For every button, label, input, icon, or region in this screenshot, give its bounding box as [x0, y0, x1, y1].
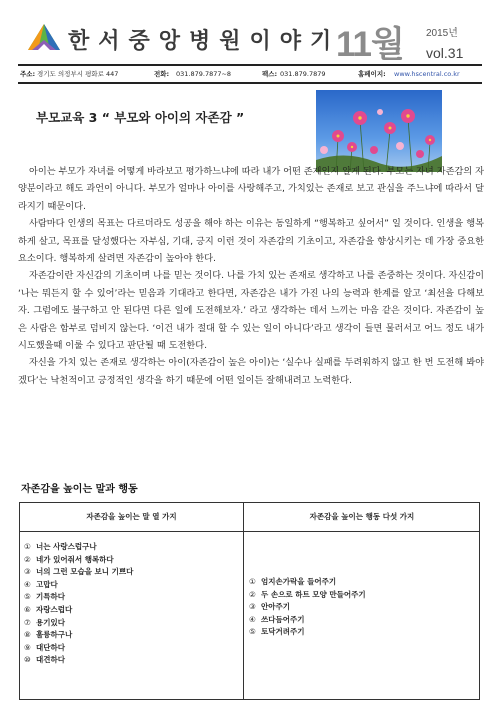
item-number: ③ [24, 567, 31, 577]
list-item [24, 541, 133, 554]
list-item [24, 642, 133, 655]
item-text: 너는 사랑스럽구나 [36, 542, 97, 551]
item-number: ⑧ [24, 630, 31, 640]
item-text: 너의 그런 모습을 보니 기쁘다 [36, 567, 134, 577]
list-item [249, 576, 366, 589]
actions-list [249, 576, 366, 639]
list-item [24, 629, 133, 642]
list-item [24, 654, 133, 667]
newsletter-title: 한서중앙병원이야기 [68, 29, 341, 54]
item-number: ⑥ [24, 604, 31, 614]
words-list [24, 541, 133, 667]
item-text: 두 손으로 하트 모양 만들어주기 [261, 589, 366, 599]
item-number: ④ [249, 614, 256, 624]
hospital-logo [24, 20, 64, 60]
contact-info-bar [18, 64, 482, 84]
phone-label: 전화: [154, 70, 170, 78]
item-number: ③ [249, 602, 256, 612]
list-item [24, 579, 133, 592]
item-number: ② [249, 589, 256, 599]
list-item [24, 554, 133, 567]
article-body [18, 163, 484, 389]
item-text: 고맙다 [36, 579, 58, 589]
issue-month: 11월 [336, 25, 404, 64]
actions-column-header: 자존감을 높이는 행동 다섯 가지 [309, 512, 415, 521]
list-item [24, 604, 133, 617]
list-item [249, 626, 366, 639]
address-value: 경기도 의정부시 평화로 447 [37, 70, 119, 78]
newsletter-header [0, 0, 500, 70]
item-number: ① [24, 542, 31, 551]
item-number: ⑨ [24, 642, 31, 652]
address-label: 주소: [20, 70, 36, 78]
item-number: ① [249, 577, 256, 586]
column-divider [243, 503, 244, 699]
item-number: ④ [24, 579, 31, 589]
list-item [249, 601, 366, 614]
issue-volume: vol.31 [426, 45, 464, 61]
item-text: 기특하다 [36, 592, 65, 602]
phone-value: 031.879.7877~8 [176, 70, 232, 78]
item-number: ⑤ [24, 592, 31, 602]
list-item [24, 566, 133, 579]
words-column-header: 자존감을 높이는 말 열 가지 [86, 512, 177, 521]
homepage-link[interactable]: www.hscentral.co.kr [394, 70, 460, 78]
self-esteem-table [19, 502, 480, 700]
list-item [24, 617, 133, 630]
item-number: ⑤ [249, 627, 256, 637]
fax-label: 팩스: [262, 70, 278, 78]
item-text: 네가 있어줘서 행복하다 [36, 554, 114, 564]
issue-year: 2015년 [426, 28, 458, 39]
article-paragraph: 자존감이란 자신감의 기초이며 나를 믿는 것이다. 나를 가치 있는 존재로 생각하고 나를 존중하는 것이다. 자신감이 ‘나는 뭐든지 할 수 있어’라는 믿음과 기대라고 한다면, 자존감은 내가 가진 나의 능력과 한계를 알고 ‘최선을 다해보자. 그럼에도 불구하고 안 된다면 다른 일에 도전해보자.’ 라고 생각하는 데서 느끼는 마음 같은 것이다. 자존감이 높은 사람은 함부로 덤비지 않는다. ‘이건 내가 절대 할 수 있는 일이 아니다’라고 생각이 들면 물러서고 어느 정도 내가 시도했을때 이룰 수 있다고 판단될 때 도전한다. [18, 270, 484, 352]
item-text: 토닥거려주기 [261, 627, 305, 637]
homepage-label: 홈페이지: [358, 70, 386, 78]
item-text: 자랑스럽다 [36, 604, 73, 614]
item-number: ⑦ [24, 617, 31, 627]
header-divider [20, 531, 479, 532]
item-text: 엄지손가락을 들어주기 [261, 577, 337, 586]
article-title: 부모교육 3 “ 부모와 아이의 자존감 ” [36, 110, 245, 125]
item-text: 대견하다 [36, 655, 65, 665]
list-item [24, 591, 133, 604]
item-text: 쓰다듬어주기 [261, 614, 305, 624]
item-text: 용기있다 [36, 617, 65, 627]
article-paragraph: 자신을 가치 있는 존재로 생각하는 아이(자존감이 높은 아이)는 ‘실수나 실패를 두려워하지 않고 한 번 도전해 봐야 겠다’는 낙천적이고 긍정적인 생각을 하기 때문에 어떤 일이든 잘해내려고 노력한다. [18, 357, 484, 386]
list-item [249, 589, 366, 602]
article-paragraph: 사람마다 인생의 목표는 다르더라도 성공을 해야 하는 이유는 동일하게 “행복하고 싶어서” 일 것이다. 인생을 행복하게 살고, 목표를 달성했다는 자부심, 기대, 긍지 이런 것이 자존감의 기초이고, 자존감을 향상시키는 데 가장 중요한 요소이다. 행복하게 살려면 자존감이 높아야 한다. [18, 218, 484, 265]
item-text: 훌륭하구나 [36, 630, 73, 640]
fax-value: 031.879.7879 [280, 70, 326, 78]
item-number: ⑩ [24, 655, 31, 665]
list-item [249, 614, 366, 627]
item-text: 안아주기 [261, 602, 290, 612]
table-heading: 자존감을 높이는 말과 행동 [21, 484, 138, 495]
cosmos-flower-photo [316, 90, 442, 172]
item-text: 대단하다 [36, 642, 65, 652]
article-paragraph: 아이는 부모가 자녀를 어떻게 바라보고 평가하느냐에 따라 내가 어떤 존재인지 알게 된다. 부모는 자녀 자존감의 자양분이라고 해도 과언이 아니다. 부모가 얼마나 아이를 사랑해주고, 가치있는 존재로 보고 관심을 주느냐에 따라서 달라지기 때문이다. [18, 166, 484, 212]
item-number: ② [24, 554, 31, 564]
